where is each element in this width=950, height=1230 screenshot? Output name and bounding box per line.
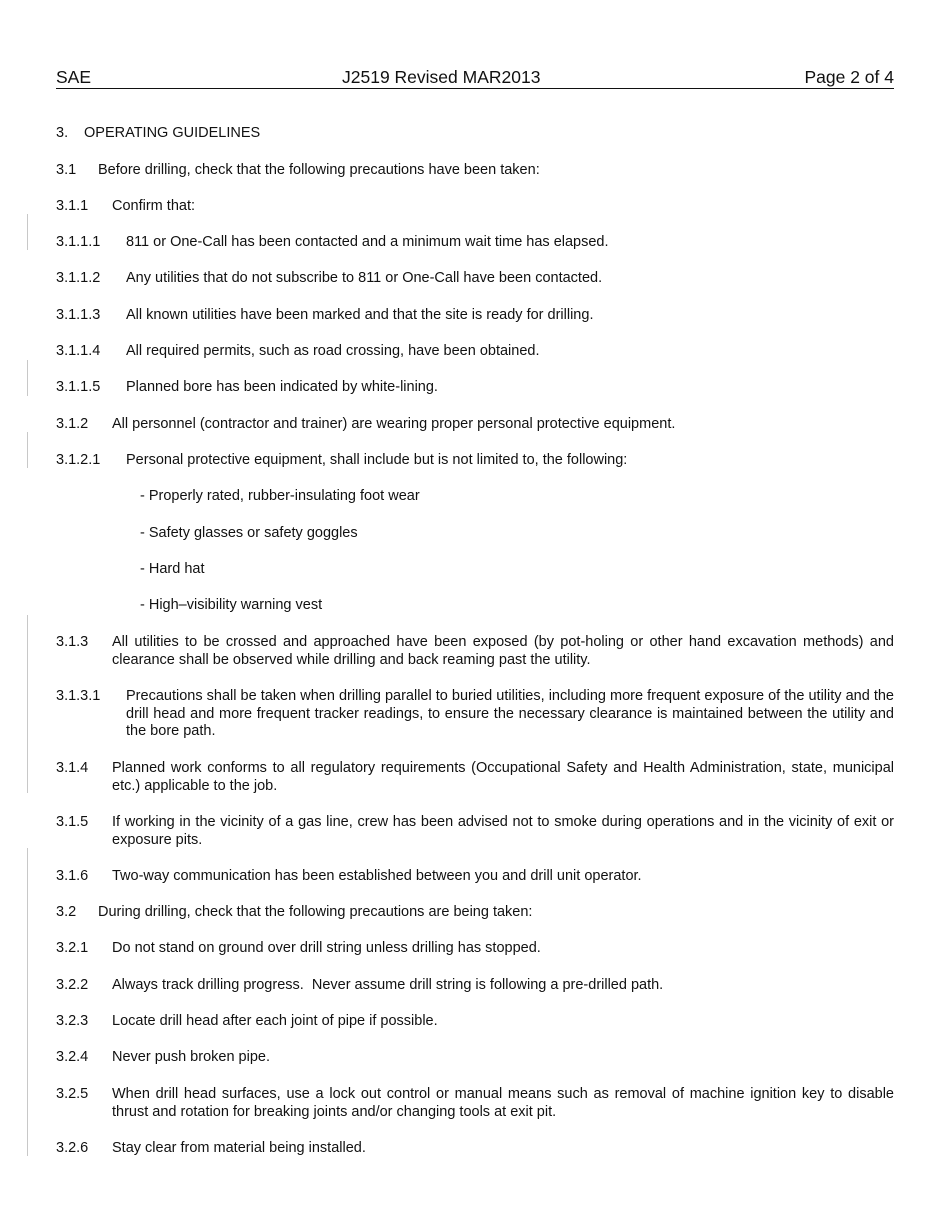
paragraph-number: 3.1.2 xyxy=(56,416,89,432)
paragraph-text: All utilities to be crossed and approached have been exposed (by pot-holing or other hand excavation methods) and clearance shall be observed while drilling and back reaming past the utility. xyxy=(112,634,894,668)
paragraph-number: 3.2.3 xyxy=(56,1013,89,1029)
change-bar xyxy=(27,432,28,468)
paragraph-text: When drill head surfaces, use a lock out control or manual means such as removal of machine ignition key to disable thrust and rotation for breaking joints and/or changing tools at exit pit. xyxy=(112,1086,894,1120)
paragraph-text: Personal protective equipment, shall include but is not limited to, the following: xyxy=(126,452,628,468)
paragraph-text: Stay clear from material being installed. xyxy=(112,1140,366,1156)
paragraph-text: Precautions shall be taken when drilling parallel to buried utilities, including more frequent exposure of the utility and the drill head and more frequent tracker readings, to ensure the necessary clearance is maintained between the utility and the bore path. xyxy=(126,688,894,739)
header-document-id: J2519 Revised MAR2013 xyxy=(342,67,541,87)
paragraph-text: All personnel (contractor and trainer) are wearing proper personal protective equipment. xyxy=(112,416,676,432)
paragraph-number: 3.1.1 xyxy=(56,198,89,214)
paragraph-number: 3.2.2 xyxy=(56,977,89,993)
change-bar xyxy=(27,360,28,396)
paragraph-number: 3.2.6 xyxy=(56,1140,89,1156)
header-page-number: Page 2 of 4 xyxy=(804,67,894,87)
paragraph-text: All known utilities have been marked and that the site is ready for drilling. xyxy=(126,307,594,323)
paragraph-number: 3.1.5 xyxy=(56,814,89,830)
page-header xyxy=(56,66,894,89)
header-organization: SAE xyxy=(56,67,92,87)
paragraph-text: Confirm that: xyxy=(112,198,195,214)
paragraph-number: 3.2.4 xyxy=(56,1049,89,1065)
paragraph-text: Any utilities that do not subscribe to 811 or One-Call have been contacted. xyxy=(126,270,603,286)
paragraph-text: Never push broken pipe. xyxy=(112,1049,270,1065)
paragraph-number: 3.1.6 xyxy=(56,868,89,884)
paragraph-text: Do not stand on ground over drill string unless drilling has stopped. xyxy=(112,940,541,956)
paragraph-number: 3.1.1.2 xyxy=(56,270,101,286)
paragraph-text: If working in the vicinity of a gas line, crew has been advised not to smoke during operations and in the vicinity of exit or exposure pits. xyxy=(112,814,894,848)
paragraph-text: Planned work conforms to all regulatory requirements (Occupational Safety and Health Administration, state, municipal etc.) applicable to the job. xyxy=(112,760,894,794)
change-bar xyxy=(27,214,28,250)
paragraph-text: Before drilling, check that the following precautions have been taken: xyxy=(98,162,540,178)
paragraph-text: Planned bore has been indicated by white-lining. xyxy=(126,379,438,395)
paragraph-text: During drilling, check that the following precautions are being taken: xyxy=(98,904,533,920)
paragraph-number: 3.1.1.3 xyxy=(56,307,101,323)
paragraph-text: Always track drilling progress. Never assume drill string is following a pre-drilled path. xyxy=(112,977,664,993)
section-number: 3. xyxy=(56,125,69,141)
paragraph-number: 3.1.4 xyxy=(56,760,89,776)
paragraph-number: 3.1.1.1 xyxy=(56,234,101,250)
change-bar xyxy=(27,615,28,793)
paragraph-text: All required permits, such as road crossing, have been obtained. xyxy=(126,343,540,359)
ppe-list-item: - Hard hat xyxy=(140,561,205,577)
paragraph-number: 3.1.3.1 xyxy=(56,688,101,704)
ppe-list-item: - High–visibility warning vest xyxy=(140,597,323,613)
paragraph-number: 3.1.1.5 xyxy=(56,379,101,395)
paragraph-number: 3.1.3 xyxy=(56,634,89,650)
paragraph-number: 3.2.1 xyxy=(56,940,89,956)
ppe-list-item: - Properly rated, rubber-insulating foot wear xyxy=(140,488,420,504)
paragraph-text: 811 or One-Call has been contacted and a minimum wait time has elapsed. xyxy=(126,234,609,250)
paragraph-number: 3.1.1.4 xyxy=(56,343,101,359)
change-bar xyxy=(27,848,28,1156)
ppe-list-item: - Safety glasses or safety goggles xyxy=(140,525,358,541)
paragraph-number: 3.1 xyxy=(56,162,77,178)
paragraph-number: 3.2 xyxy=(56,904,77,920)
paragraph-number: 3.1.2.1 xyxy=(56,452,101,468)
paragraph-text: Two-way communication has been established between you and drill unit operator. xyxy=(112,868,642,884)
paragraph-number: 3.2.5 xyxy=(56,1086,89,1102)
paragraph-text: Locate drill head after each joint of pipe if possible. xyxy=(112,1013,438,1029)
section-title: OPERATING GUIDELINES xyxy=(84,125,261,141)
